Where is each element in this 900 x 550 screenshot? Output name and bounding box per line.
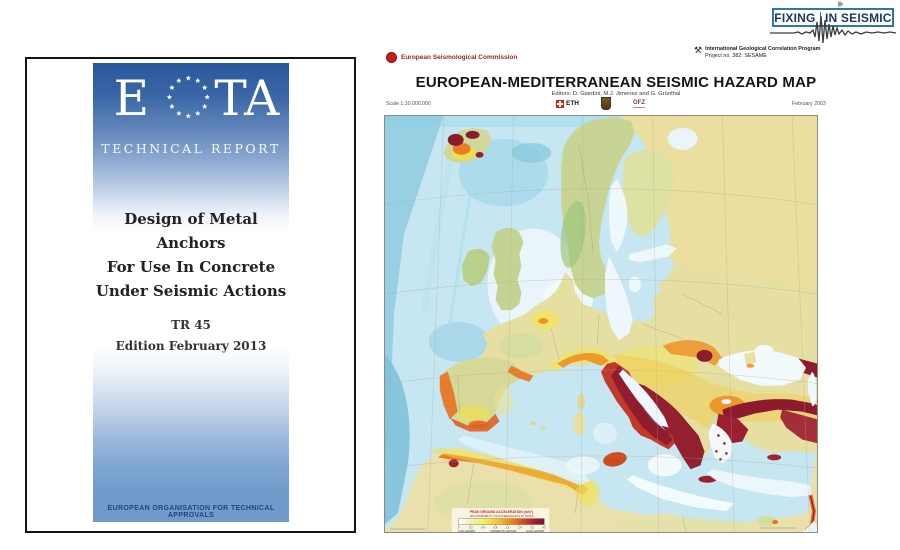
svg-text:4.0: 4.0 <box>542 526 547 530</box>
map-legend <box>452 508 550 533</box>
eu-stars-circle-icon <box>167 75 210 118</box>
gfz-label: GFZ <box>633 99 645 106</box>
technical-report-label: TECHNICAL REPORT <box>101 141 281 156</box>
eota-letters-ta: TA <box>214 71 280 127</box>
map-scale: Scale 1:10,000,000 <box>386 101 431 107</box>
legend-subtitle: 10% PROBABILITY OF EXCEEDANCE IN 50 YEARS <box>469 515 534 519</box>
svg-text:2.4: 2.4 <box>517 526 522 530</box>
svg-text:0: 0 <box>457 526 460 530</box>
report-number: TR 45 <box>171 318 211 332</box>
igcp-header <box>694 46 820 60</box>
institution-logos <box>556 97 645 110</box>
esc-logo-icon <box>386 52 397 63</box>
fixing-label-part1: FIXING <box>774 10 816 25</box>
crest-logo-icon <box>601 97 611 110</box>
igcp-line2: Project no. 382: SESAME <box>705 53 767 59</box>
swiss-flag-icon <box>556 100 564 108</box>
svg-text:LOW HAZARD: LOW HAZARD <box>458 530 476 533</box>
cover-blue-panel <box>93 63 289 522</box>
svg-text:HIGH HAZARD: HIGH HAZARD <box>526 530 545 533</box>
map-title: EUROPEAN-MEDITERRANEAN SEISMIC HAZARD MAP <box>415 74 817 91</box>
report-title-line3: Under Seismic Actions <box>95 282 287 300</box>
fixing-label-part2: IN SEISMIC <box>825 10 892 25</box>
svg-text:MODERATE HAZARD: MODERATE HAZARD <box>490 530 517 533</box>
svg-text:1.6: 1.6 <box>505 526 510 530</box>
cover-footer: EUROPEAN ORGANISATION FOR TECHNICAL APPROVALS <box>107 505 275 519</box>
report-edition-block <box>93 315 289 357</box>
eota-logo <box>101 69 281 127</box>
seismic-hazard-map <box>383 115 819 533</box>
report-edition: Edition February 2013 <box>115 339 267 353</box>
eth-label: ETH <box>566 100 579 107</box>
legend-title: PEAK GROUND ACCELERATION (m/s²) <box>470 510 533 515</box>
igcp-line1: International Geological Correlation Program <box>705 46 821 52</box>
map-editors: Editors: D. Giardini, M.J. Jimenez and G. Grünthal <box>551 91 681 97</box>
eota-letter-e: E <box>113 71 150 127</box>
svg-text:0.4: 0.4 <box>481 526 485 530</box>
eth-logo <box>556 100 579 108</box>
svg-text:0.2: 0.2 <box>469 526 473 530</box>
map-date: February 2003 <box>792 101 826 107</box>
igcp-text <box>705 46 820 60</box>
report-title <box>93 207 289 303</box>
svg-text:0.8: 0.8 <box>493 526 498 530</box>
hammer-pick-icon: ⚒ <box>694 45 703 55</box>
report-title-line1: Design of Metal Anchors <box>124 210 258 252</box>
esc-label: European Seismological Commission <box>401 53 518 61</box>
report-title-line2: For Use In Concrete <box>106 258 276 276</box>
esc-header <box>386 51 517 63</box>
svg-text:3.2: 3.2 <box>530 526 534 530</box>
seismograph-trace-icon <box>768 0 898 46</box>
report-cover <box>25 57 356 533</box>
